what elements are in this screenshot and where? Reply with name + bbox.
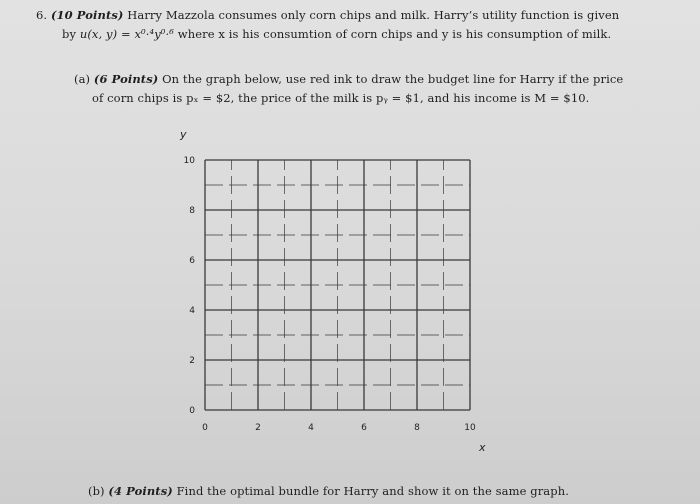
x-tick-label: 0 <box>202 423 208 433</box>
x-tick-label: 8 <box>414 423 420 433</box>
y-tick-label: 0 <box>189 406 195 416</box>
x-tick-label: 6 <box>361 423 367 433</box>
part-a-text-line1: On the graph below, use red ink to draw the budget line for Harry if the price <box>162 72 624 86</box>
part-a-text-line2: of corn chips is pₓ = $2, the price of the milk is pᵧ = $1, and his income is M = $10. <box>92 91 590 105</box>
part-b-line <box>88 484 569 498</box>
part-b-text: Find the optimal bundle for Harry and show it on the same graph. <box>176 484 569 498</box>
tick-labels <box>184 156 476 433</box>
problem-line2-prefix: by <box>62 27 77 41</box>
part-a-points: (6 Points) <box>93 72 159 86</box>
x-axis-label: x <box>479 441 486 454</box>
part-b-points: (4 Points) <box>108 484 173 498</box>
part-b-label: (b) <box>88 484 105 498</box>
y-tick-label: 10 <box>183 156 195 166</box>
y-tick-label: 6 <box>189 256 195 266</box>
y-axis-label: y <box>180 128 187 141</box>
x-tick-label: 4 <box>308 423 314 433</box>
utility-expression: u(x, y) = x⁰·⁴y⁰·⁶ <box>79 27 174 41</box>
part-a-label: (a) <box>74 72 91 86</box>
problem-line2-suffix: where x is his consumtion of corn chips and y is his consumption of milk. <box>177 27 612 41</box>
y-tick-label: 4 <box>189 306 195 316</box>
x-tick-label: 10 <box>464 423 476 433</box>
problem-text-line1: Harry Mazzola consumes only corn chips and milk. Harry’s utility function is given <box>127 8 620 22</box>
y-tick-label: 8 <box>189 206 195 216</box>
grid <box>205 160 470 410</box>
problem-points: (10 Points) <box>50 8 124 22</box>
problem-number: 6. <box>36 8 48 22</box>
x-tick-label: 2 <box>255 423 261 433</box>
y-tick-label: 2 <box>189 356 195 366</box>
